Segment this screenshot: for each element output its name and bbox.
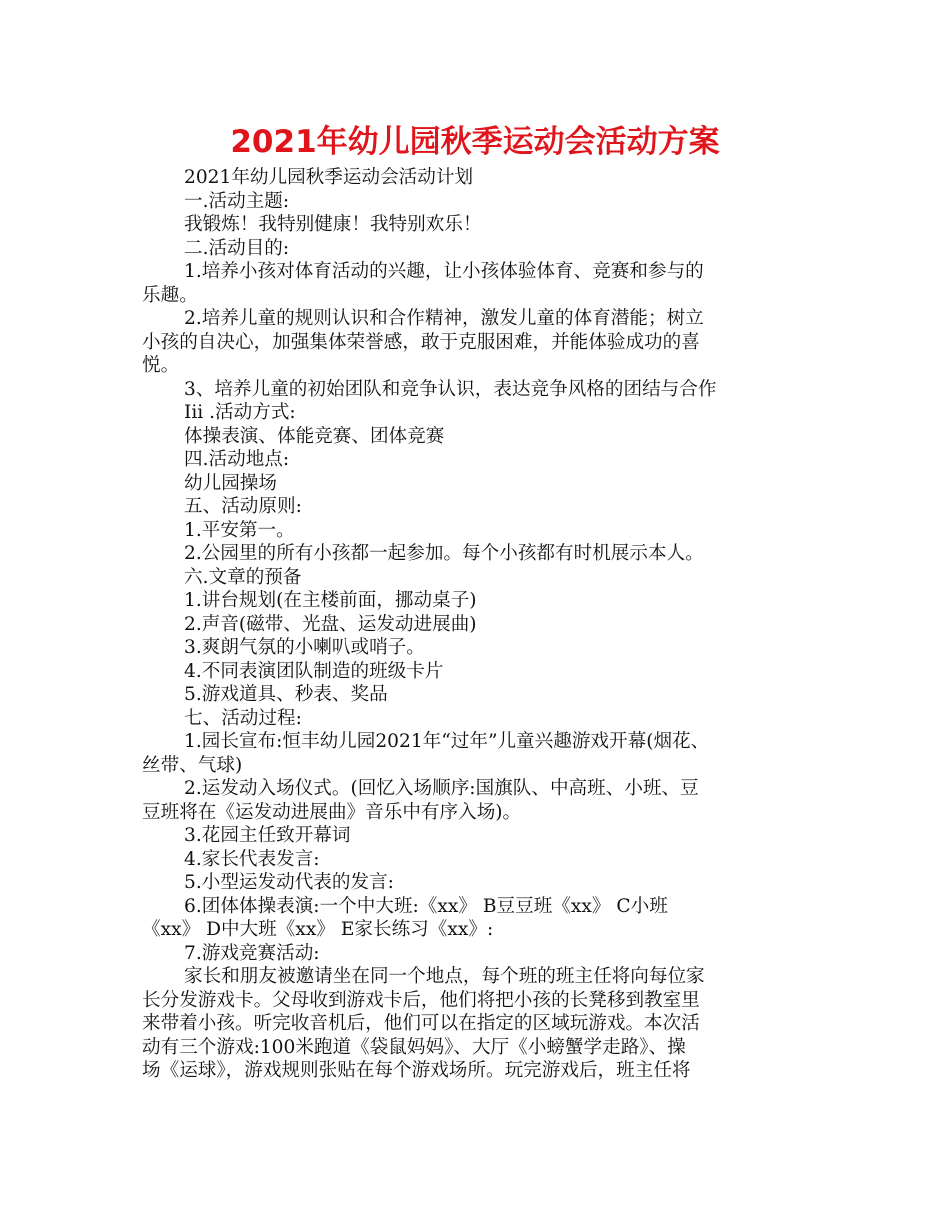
document-line: 2.公园里的所有小孩都一起参加。每个小孩都有时机展示本人。 [184, 543, 704, 564]
document-line: 2.培养儿童的规则认识和合作精神，激发儿童的体育潜能；树立 [184, 308, 704, 329]
document-line: 豆班将在《运发动进展曲》音乐中有序入场)。 [142, 801, 522, 823]
document-line: 我锻炼！我特别健康！我特别欢乐！ [184, 214, 482, 235]
document-line: 一.活动主题: [184, 190, 290, 212]
document-line: 丝带、气球) [142, 754, 243, 776]
document-line: 家长和朋友被邀请坐在同一个地点，每个班的班主任将向每位家 [184, 966, 705, 987]
document-line: 3、培养儿童的初始团队和竞争认识，表达竞争风格的团结与合作 [184, 378, 717, 400]
document-line: 五、活动原则: [184, 496, 302, 517]
document-line: 七、活动过程: [184, 707, 302, 729]
document-line: 3.花园主任致开幕词 [184, 825, 351, 846]
document-line: 7.游戏竞赛活动: [184, 942, 320, 964]
document-line: 1.园长宣布:恒丰幼儿园2021年“过年”儿童兴趣游戏开幕(烟花、 [184, 731, 710, 752]
document-line: 5.游戏道具、秒表、奖品 [184, 684, 388, 705]
document-line: 4.不同表演团队制造的班级卡片 [184, 660, 444, 682]
document-line: 4.家长代表发言: [184, 848, 320, 870]
document-line: 2.声音(磁带、光盘、运发动进展曲) [184, 613, 477, 635]
document-title: 2021年幼儿园秋季运动会活动方案 [230, 124, 720, 160]
document-line: 6.团体体操表演:一个中大班:《xx》 B豆豆班《xx》 C小班 [184, 895, 668, 917]
document-line: 动有三个游戏:100米跑道《袋鼠妈妈》、大厅《小螃蟹学走路》、操 [142, 1036, 686, 1058]
document-line: 二.活动目的: [184, 237, 290, 259]
document-line: 小孩的自决心，加强集体荣誉感，敢于克服困难，并能体验成功的喜 [142, 331, 700, 353]
document-line: 场《运球》，游戏规则张贴在每个游戏场所。玩完游戏后，班主任将 [142, 1060, 691, 1081]
document-line: 2.运发动入场仪式。(回忆入场顺序:国旗队、中高班、小班、豆 [184, 778, 699, 799]
document-line: 乐趣。 [142, 284, 198, 306]
document-line: 2021年幼儿园秋季运动会活动计划 [184, 167, 474, 188]
document-line: 1.平安第一。 [184, 519, 295, 541]
document-line: 长分发游戏卡。父母收到游戏卡后，他们将把小孩的长凳移到教室里 [142, 989, 700, 1011]
document-body [142, 166, 818, 1083]
document-line: 四.活动地点: [184, 449, 290, 470]
document-line: 1.培养小孩对体育活动的兴趣，让小孩体验体育、竞赛和参与的 [184, 261, 704, 282]
document-line: 来带着小孩。听完收音机后，他们可以在指定的区域玩游戏。本次活 [142, 1013, 700, 1034]
document-line: 5.小型运发动代表的发言: [184, 872, 394, 893]
document-line: 3.爽朗气氛的小喇叭或哨子。 [184, 637, 425, 658]
document-line: 悦。 [142, 355, 180, 376]
document-line: 六.文章的预备 [184, 566, 302, 588]
document-line: 1.讲台规划(在主楼前面，挪动桌子) [184, 590, 477, 611]
document-line: 幼儿园操场 [184, 472, 277, 494]
document-line: 《xx》 D中大班《xx》 E家长练习《xx》: [142, 919, 494, 940]
document-line: Iii .活动方式: [184, 402, 296, 423]
document-line: 体操表演、体能竞赛、团体竞赛 [184, 425, 445, 447]
